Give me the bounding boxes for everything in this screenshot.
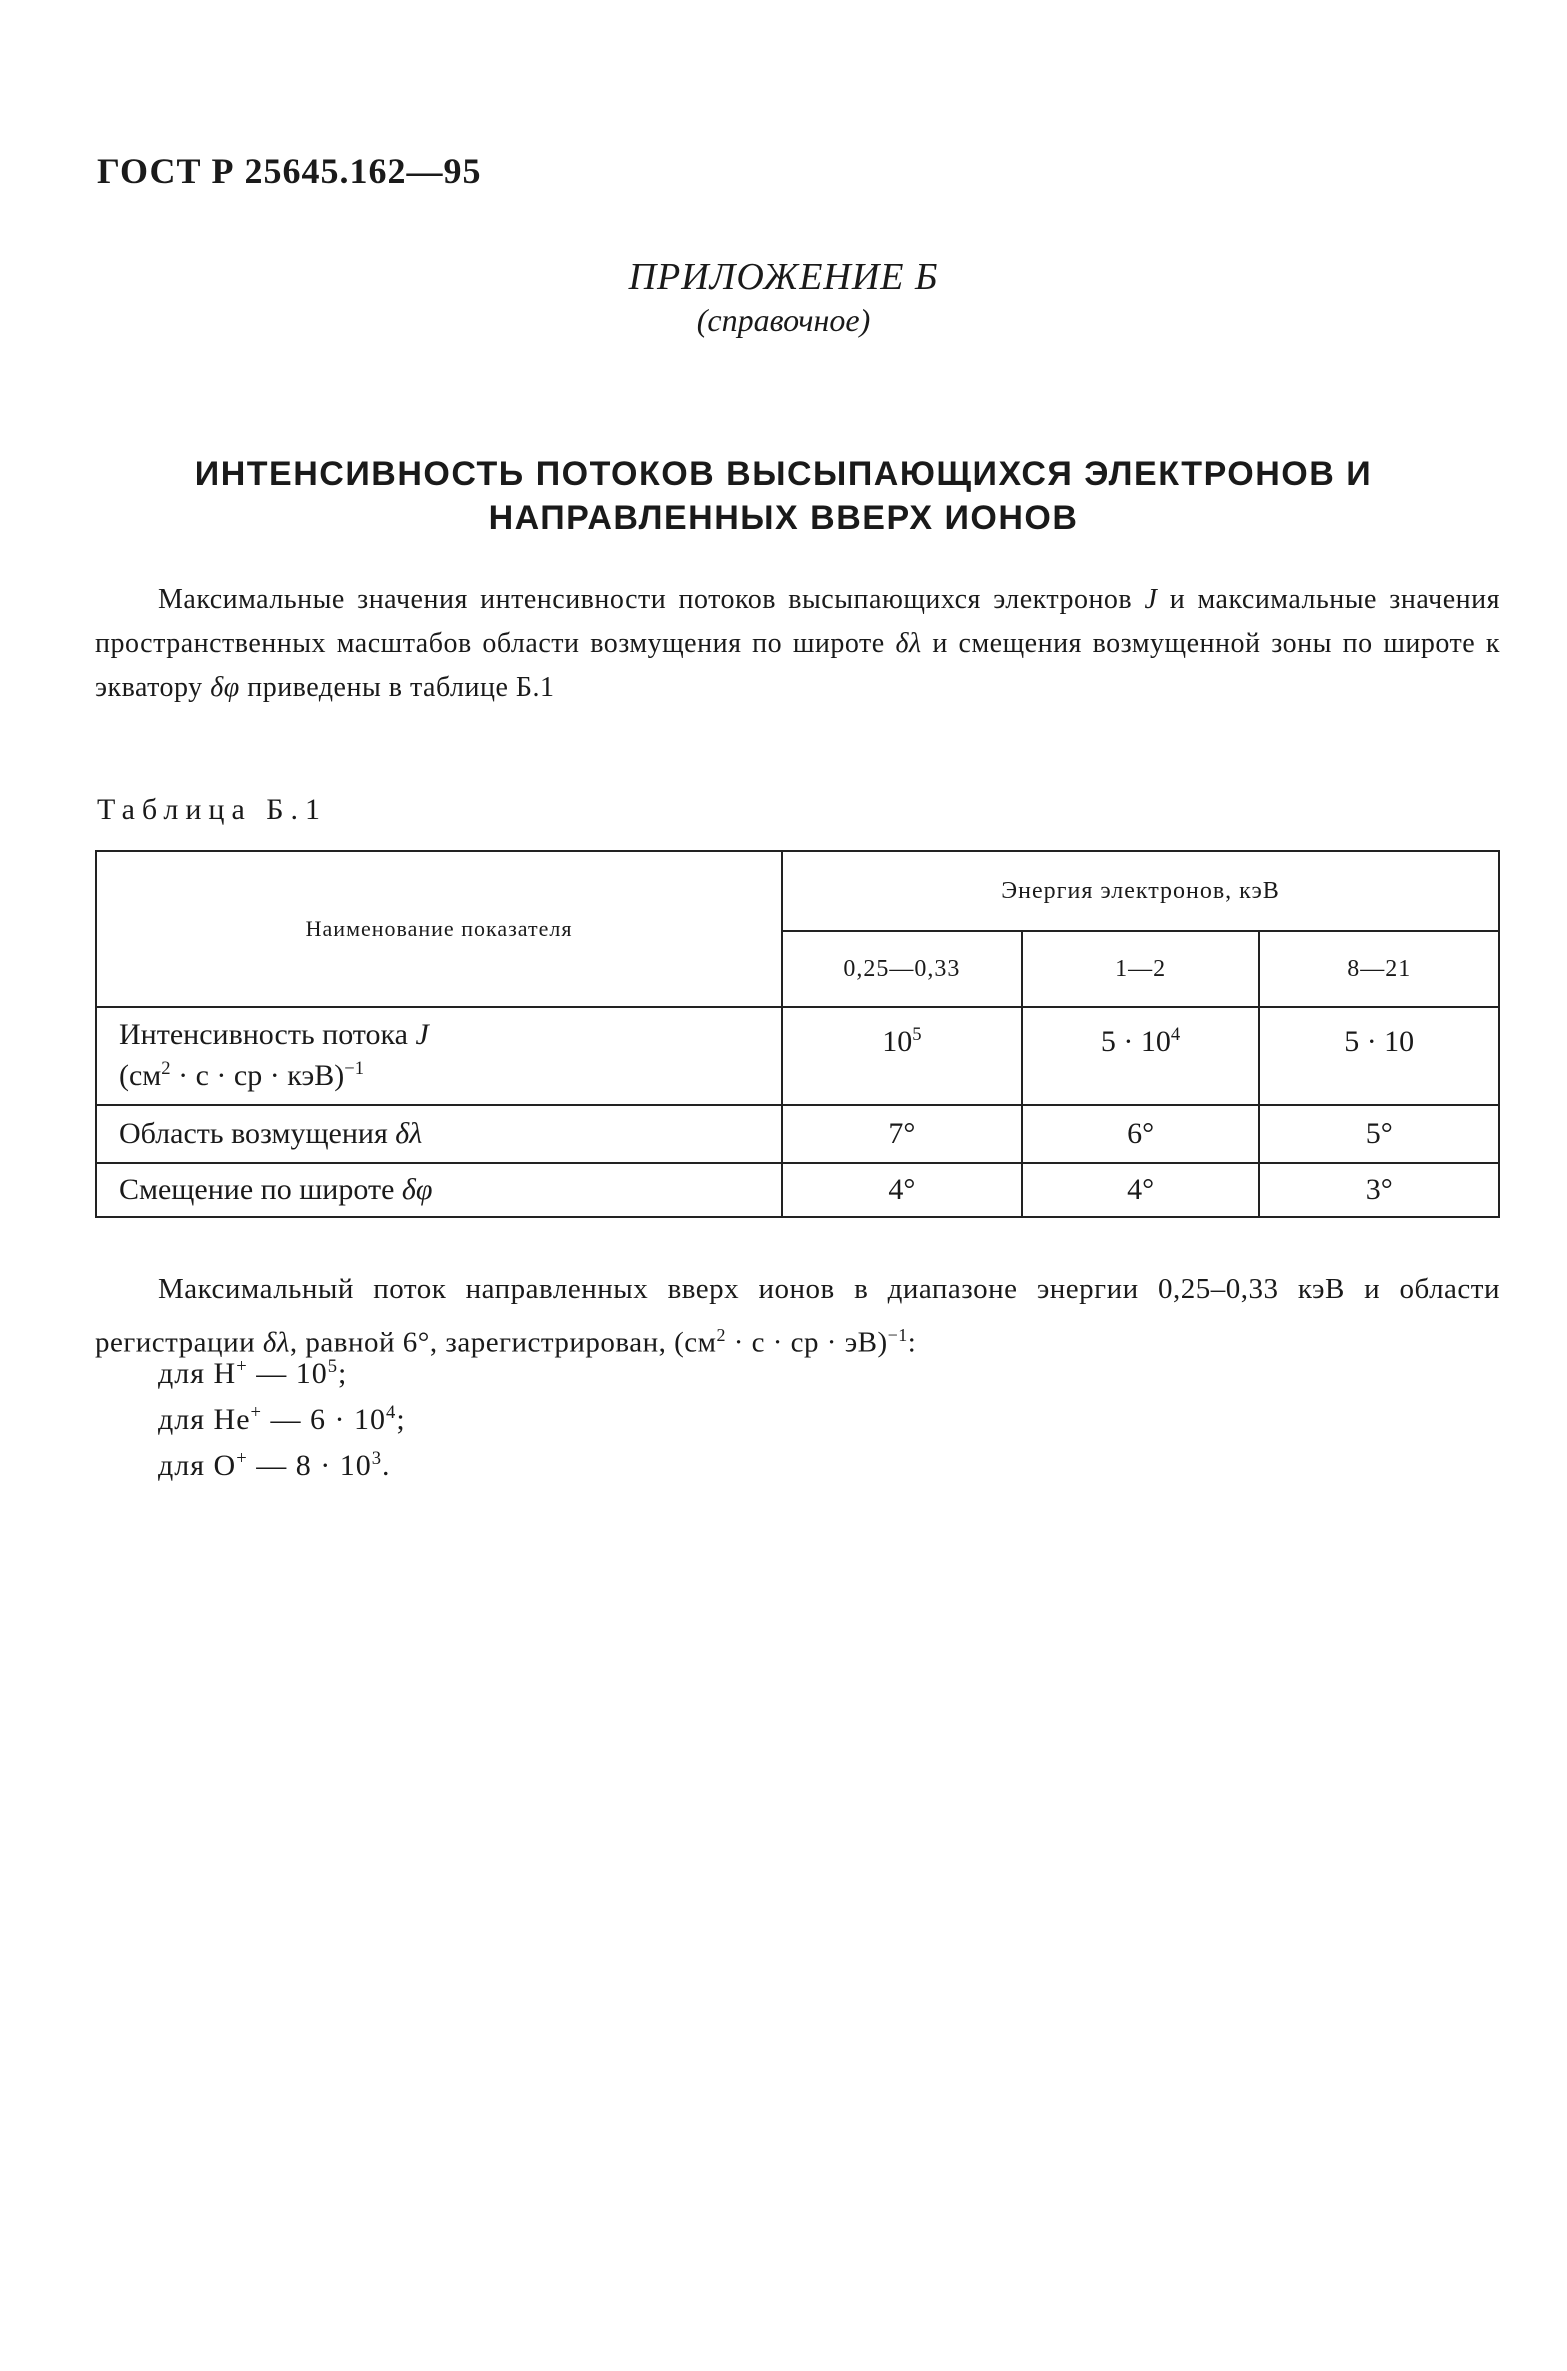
row-label-text: Смещение по широте (119, 1173, 395, 1206)
header-range-2: 1—2 (1022, 931, 1260, 1007)
para2-sup-a: 2 (716, 1325, 726, 1345)
ion-exp: 4 (386, 1402, 397, 1423)
ion-suffix: ; (396, 1403, 406, 1436)
header-range-3: 8—21 (1259, 931, 1499, 1007)
unit-sup: 2 (161, 1058, 171, 1079)
ion-exp: 5 (327, 1356, 338, 1377)
section-title-line-1: ИНТЕНСИВНОСТЬ ПОТОКОВ ВЫСЫПАЮЩИХСЯ ЭЛЕКТРОНОВ И (194, 455, 1373, 493)
header-range-1: 0,25—0,33 (782, 931, 1022, 1007)
cell-exp: 5 (912, 1024, 922, 1045)
cell-disturbance-3: 5° (1259, 1105, 1499, 1163)
intro-symbol-dl: δλ (895, 628, 922, 659)
intro-text-a: Максимальные значения интенсивности потоков высыпающихся электронов (158, 584, 1145, 615)
ion-value: — 6 · 10 (262, 1403, 387, 1436)
intro-text-d: приведены в таблице Б.1 (239, 672, 555, 703)
intro-text-b: и максимальные значения пространственных масштабов области возмущения по широте (95, 584, 1500, 659)
intro-paragraph (95, 578, 1500, 710)
intro-text-c: и смещения возмущенной зоны по широте к экватору (95, 628, 1500, 703)
ion-charge: + (250, 1402, 263, 1423)
cell-value: 5 · 10 (1344, 1025, 1415, 1058)
cell-value: 5 · 10 (1100, 1025, 1171, 1058)
cell-intensity-2 (1022, 1007, 1260, 1105)
header-indicator-name: Наименование показателя (96, 851, 782, 1007)
ion-flux-paragraph (95, 1266, 1500, 1366)
ion-suffix: . (382, 1449, 391, 1482)
table-row (96, 1105, 1499, 1163)
cell-exp: 4 (1170, 1024, 1181, 1045)
para2-text-d: : (907, 1326, 917, 1359)
cell-value: 10 (882, 1025, 913, 1058)
unit-sup-2: −1 (344, 1058, 365, 1079)
document-id: ГОСТ Р 25645.162—95 (97, 151, 482, 191)
row-label-symbol: J (415, 1018, 429, 1051)
ion-charge: + (236, 1356, 248, 1377)
row-label-symbol: δλ (395, 1117, 423, 1150)
ion-suffix: ; (338, 1357, 348, 1390)
para2-text-c: · с · ср · эВ) (725, 1326, 888, 1359)
table-row (96, 1007, 1499, 1105)
ion-name: для H (158, 1357, 237, 1390)
ion-line-h (158, 1356, 347, 1391)
row-label-text: Область возмущения (119, 1117, 388, 1150)
cell-intensity-3 (1259, 1007, 1499, 1105)
para2-text-a: Максимальный поток направленных вверх ионов в диапазоне энергии 0,25–0,33 кэВ и области регистрации (95, 1273, 1500, 1359)
section-title (120, 452, 1447, 540)
appendix-label: ПРИЛОЖЕНИЕ Б (628, 256, 939, 298)
unit-text-2: · с · ср · кэВ) (170, 1059, 345, 1092)
para2-sup-b: −1 (887, 1325, 908, 1345)
cell-shift-2: 4° (1022, 1163, 1260, 1217)
header-energy: Энергия электронов, кэВ (782, 851, 1499, 931)
ion-name: для O (158, 1449, 237, 1482)
intro-symbol-j: J (1144, 584, 1158, 615)
table-caption: Таблица Б.1 (97, 793, 328, 826)
cell-shift-1: 4° (782, 1163, 1022, 1217)
appendix-note: (справочное) (696, 302, 871, 338)
cell-disturbance-2: 6° (1022, 1105, 1260, 1163)
row-label-symbol: δφ (401, 1173, 433, 1206)
ion-charge: + (236, 1448, 248, 1469)
data-table (95, 850, 1500, 1218)
para2-text-b: , равной 6°, зарегистрирован, (см (289, 1326, 717, 1359)
ion-line-he (158, 1402, 406, 1437)
row-label-shift (96, 1163, 782, 1217)
para2-symbol-dl: δλ (262, 1326, 290, 1359)
ion-name: для He (158, 1403, 251, 1436)
table-row (96, 1163, 1499, 1217)
intro-symbol-dphi: δφ (210, 672, 240, 703)
cell-disturbance-1: 7° (782, 1105, 1022, 1163)
row-label-disturbance (96, 1105, 782, 1163)
cell-intensity-1 (782, 1007, 1022, 1105)
section-title-line-2: НАПРАВЛЕННЫХ ВВЕРХ ИОНОВ (488, 499, 1079, 537)
table-header-row (96, 851, 1499, 931)
ion-value: — 10 (247, 1357, 328, 1390)
ion-value: — 8 · 10 (247, 1449, 372, 1482)
row-label-text: Интенсивность потока (119, 1018, 408, 1051)
cell-shift-3: 3° (1259, 1163, 1499, 1217)
ion-exp: 3 (371, 1448, 382, 1469)
ion-line-o (158, 1448, 391, 1483)
unit-text: (см (119, 1059, 162, 1092)
row-label-intensity (96, 1007, 782, 1105)
